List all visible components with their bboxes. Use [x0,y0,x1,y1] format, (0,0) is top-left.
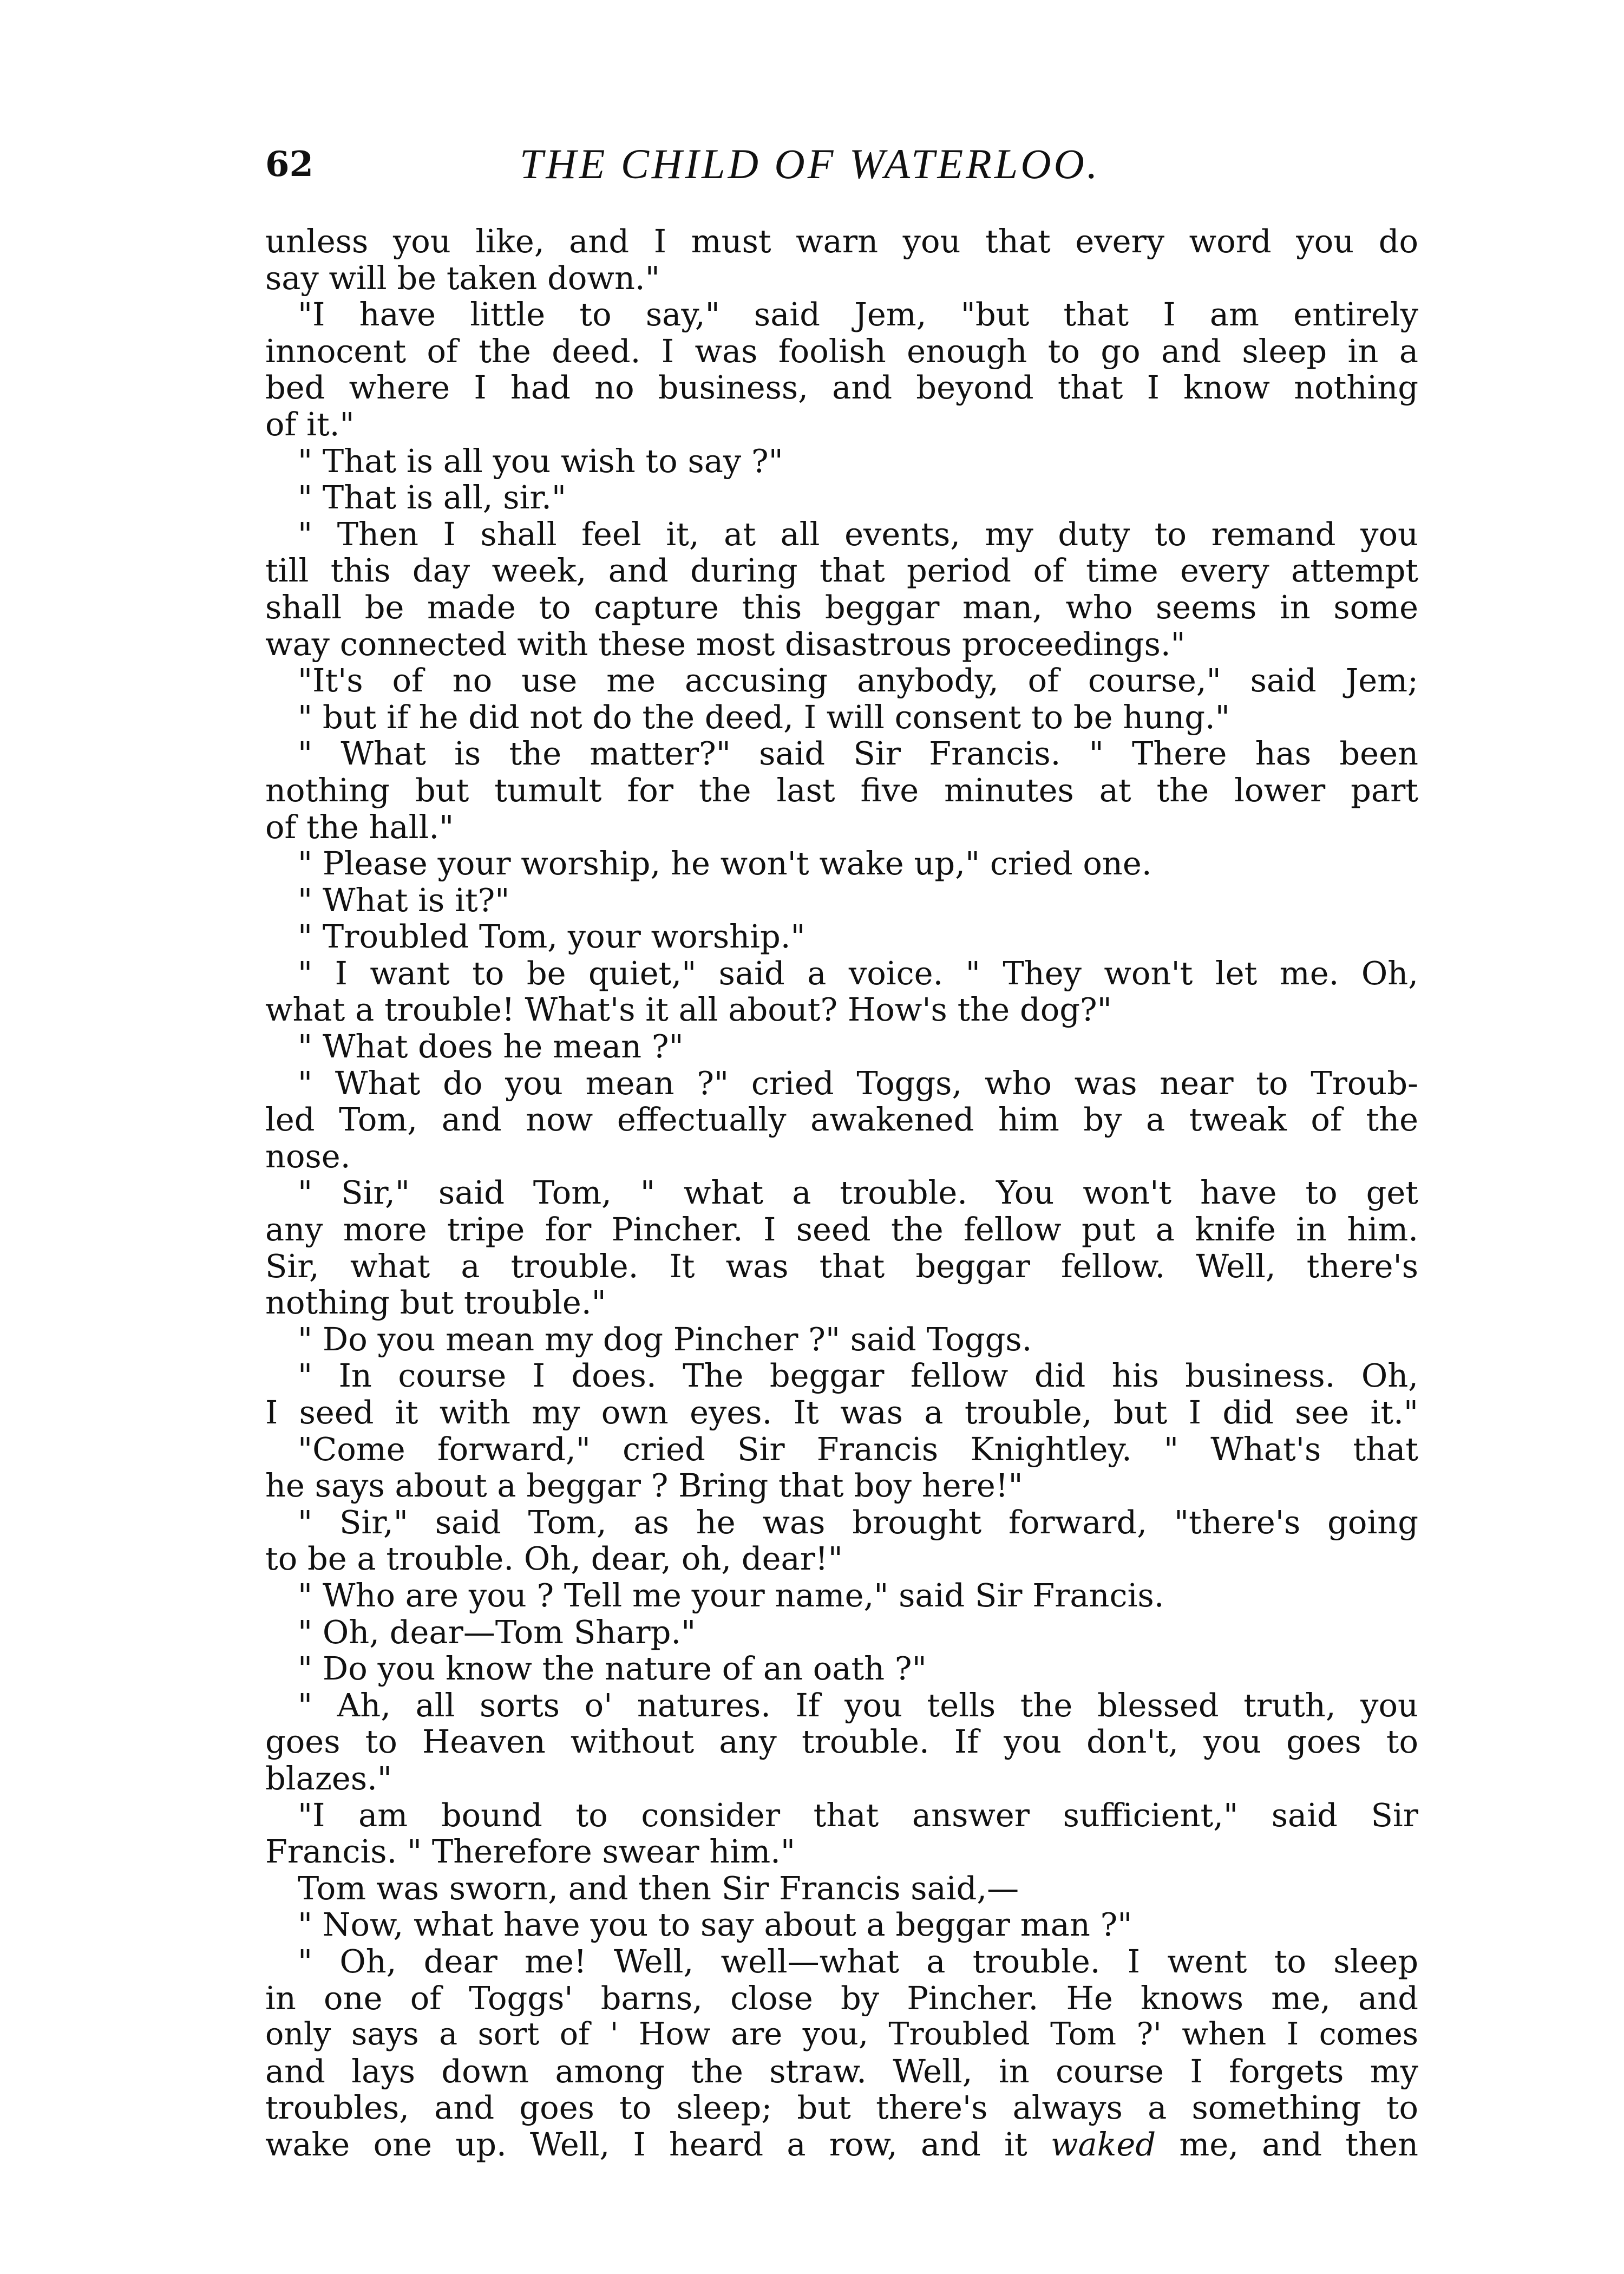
page-number: 62 [265,144,314,185]
text-line: "I am bound to consider that answer sufficient," said Sir [298,1796,1418,1834]
text-line: and lays down among the straw. Well, in course I forgets my [265,2052,1418,2090]
text-line: nose. [265,1137,351,1175]
text-line: blazes." [265,1759,392,1797]
text-line: goes to Heaven without any trouble. If you don't, you goes to [265,1723,1418,1761]
text-line: what a trouble! What's it all about? How's the dog?" [265,991,1112,1029]
text-line: " I want to be quiet," said a voice. " They won't let me. Oh, [298,954,1418,992]
text-line: " That is all you wish to say ?" [298,442,783,480]
text-line: Francis. " Therefore swear him." [265,1833,796,1871]
text-line: only says a sort of ' How are you, Troubled Tom ?' when I comes [265,2016,1418,2053]
text-line: "I have little to say," said Jem, "but that I am entirely [298,296,1418,334]
text-segment: me, and then [1156,2125,1418,2163]
text-line: " Ah, all sorts o' natures. If you tells the blessed truth, you [298,1686,1418,1724]
text-line-last [265,2126,1418,2163]
text-line: " Sir," said Tom, " what a trouble. You won't have to get [298,1174,1418,1212]
text-line: led Tom, and now effectually awakened him by a tweak of the [265,1101,1418,1139]
text-line: he says about a beggar ? Bring that boy here!" [265,1467,1023,1505]
text-line: troubles, and goes to sleep; but there's always a something to [265,2089,1418,2127]
text-line: " Oh, dear—Tom Sharp." [298,1613,696,1651]
text-line: " Who are you ? Tell me your name," said Sir Francis. [298,1576,1164,1614]
text-line: " What do you mean ?" cried Toggs, who was near to Troub- [298,1064,1418,1102]
text-line: " Troubled Tom, your worship." [298,918,806,956]
text-line: nothing but tumult for the last five minutes at the lower part [265,771,1418,809]
text-line: " In course I does. The beggar fellow did his business. Oh, [298,1357,1418,1395]
text-line: " Now, what have you to say about a beggar man ?" [298,1906,1132,1944]
running-title: THE CHILD OF WATERLOO. [520,140,1101,187]
text-line: till this day week, and during that period of time every attempt [265,552,1418,590]
page-header [265,139,1418,204]
text-line: I seed it with my own eyes. It was a trouble, but I did see it." [265,1394,1418,1431]
text-line: nothing but trouble." [265,1284,606,1322]
text-line: way connected with these most disastrous proceedings." [265,625,1186,663]
text-line: " What is the matter?" said Sir Francis. " There has been [298,735,1418,773]
text-line: " Sir," said Tom, as he was brought forward, "there's going [298,1503,1418,1541]
text-line: " Do you mean my dog Pincher ?" said Toggs. [298,1320,1032,1358]
text-line: " What does he mean ?" [298,1028,684,1066]
text-line: to be a trouble. Oh, dear, oh, dear!" [265,1540,843,1578]
text-line: any more tripe for Pincher. I seed the fellow put a knife in him. [265,1211,1418,1249]
text-line: of the hall." [265,808,454,846]
text-line: " but if he did not do the deed, I will consent to be hung." [298,698,1230,736]
text-line: in one of Toggs' barns, close by Pincher. He knows me, and [265,1979,1418,2017]
text-line: of it." [265,405,355,443]
text-line: " Then I shall feel it, at all events, my duty to remand you [298,515,1418,553]
italic-word: waked [1050,2125,1156,2163]
text-line: say will be taken down." [265,259,660,297]
text-line: bed where I had no business, and beyond that I know nothing [265,369,1418,407]
text-line: "Come forward," cried Sir Francis Knightley. " What's that [298,1430,1418,1468]
text-line: unless you like, and I must warn you that every word you do [265,223,1418,260]
text-line: Tom was sworn, and then Sir Francis said,— [298,1869,1019,1907]
text-line: " What is it?" [298,881,510,919]
text-segment: wake one up. Well, I heard a row, and it [265,2125,1051,2163]
body-text [265,223,1418,2162]
text-line: " Oh, dear me! Well, well—what a trouble. I went to sleep [298,1942,1418,1980]
text-line: innocent of the deed. I was foolish enough to go and sleep in a [265,332,1418,370]
text-line: " That is all, sir." [298,479,566,517]
text-line: " Please your worship, he won't wake up," cried one. [298,845,1152,883]
text-line: shall be made to capture this beggar man, who seems in some [265,588,1418,626]
text-line: " Do you know the nature of an oath ?" [298,1650,927,1688]
text-line: "It's of no use me accusing anybody, of course," said Jem; [298,662,1418,700]
text-line: Sir, what a trouble. It was that beggar fellow. Well, there's [265,1247,1418,1285]
